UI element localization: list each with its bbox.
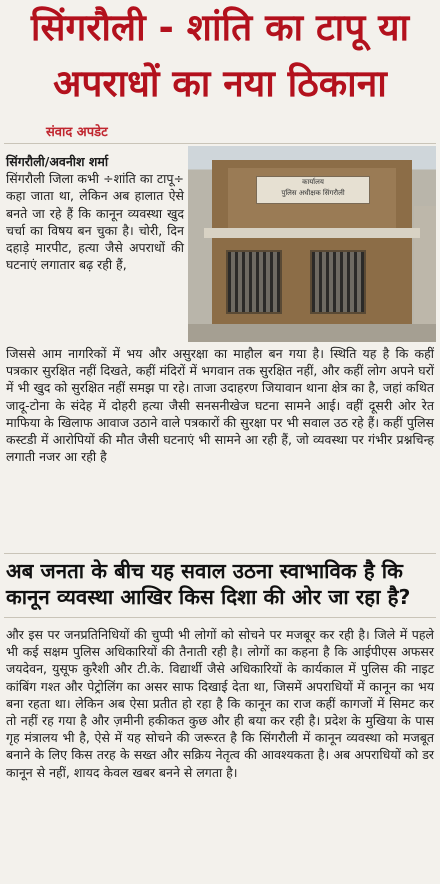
subheading: अब जनता के बीच यह सवाल उठना स्वाभाविक है कि कानून व्यवस्था आखिर किस दिशा की ओर जा रहा है? [6,559,411,609]
photo-side-wall [414,206,436,324]
photo-window-left [226,250,282,314]
byline: सिंगरौली/अवनीश शर्मा [6,154,109,169]
divider-middle [4,553,436,554]
photo-slab [204,228,420,238]
headline [0,0,440,112]
intro-wide-text: जिससे आम नागरिकों में भय और असुरक्षा का माहौल बन गया है। स्थिति यह है कि कहीं पत्रकार सुरक्षित नहीं दिखते, कहीं मंदिरों में भगवान तक सुरक्षित नहीं, और कहीं लोग अपने घरों में भी खुद को सुरक्षित नहीं समझ पा रहे। ताजा उदाहरण जियावान थाना क्षेत्र का है, जहां कथित जादू-टोना के संदेह में दोहरी हत्या जैसी सनसनीखेज घटना सामने आई। वहीं दूसरी ओर रेत माफिया के खिलाफ आवाज उठाने वाले पत्रकारों की सुरक्षा पर भी सवाल उठ रहे हैं। कहीं पुलिस कस्टडी में आरोपियों की मौत जैसी घटनाएं भी सामने आ रही हैं, जो व्यवस्था पर गंभीर प्रश्नचिन्ह लगाती नजर आ रही है [6,346,434,465]
headline-line-2: अपराधों का नया ठिकाना [53,62,387,105]
photo-ground [188,324,436,342]
police-office-photo [188,146,436,342]
signboard-line-2: पुलिस अधीक्षक सिंगरौली [281,189,345,197]
source-tag: संवाद अपडेट [46,125,108,140]
body-text: और इस पर जनप्रतिनिधियों की चुप्पी भी लोगों को सोचने पर मजबूर कर रही है। जिले में पहले भी कई सक्षम पुलिस अधिकारियों की तैनाती रही है। लोगों का कहना है कि आईपीएस अफसर जयदेवन, युसूफ कुरैशी और टी.के. विद्यार्थी जैसे अधिकारियों के कार्यकाल में पुलिस की नाइट कांबिंग गश्त और पेट्रोलिंग का असर साफ दिखाई देता था, जिसमें अपराधियों में कानून का भय बना रहता था। लेकिन अब ऐसा प्रतीत हो रहा है कि कानून का राज कहीं कागजों में सिमट कर तो नहीं रह गया है और ज़मीनी हकीकत कुछ और ही बया कर रही है। प्रदेश के मुखिया के पास गृह मंत्रालय भी है, ऐसे में यह सोचने की जरूरत है कि सिंगरौली में कानून व्यवस्था को मजबूत बनाने के लिए किस तरह के सख्त और सक्रिय नेतृत्व की आवश्यकता है। अब अपराधियों को डर कानून से नहीं, शायद केवल खबर बनने से लगता है। [6,627,434,780]
photo-signboard [256,176,370,204]
photo-window-right [310,250,366,314]
divider-lower [4,617,436,618]
signboard-line-1: कार्यालय [302,178,324,186]
headline-line-1: सिंगरौली - शांति का टापू या [30,6,410,49]
intro-narrow-text: सिंगरौली जिला कभी ÷शांति का टापू÷ कहा जाता था, लेकिन अब हालात ऐसे बनते जा रहे हैं कि कानून व्यवस्था खुद चर्चा का विषय बन चुका है। चोरी, दिन दहाड़े मारपीट, हत्या जैसे अपराधों की घटनाएं लगातार बढ़ रही हैं, [6,171,184,273]
intro-narrow-column [6,153,184,273]
divider-top [4,143,436,144]
